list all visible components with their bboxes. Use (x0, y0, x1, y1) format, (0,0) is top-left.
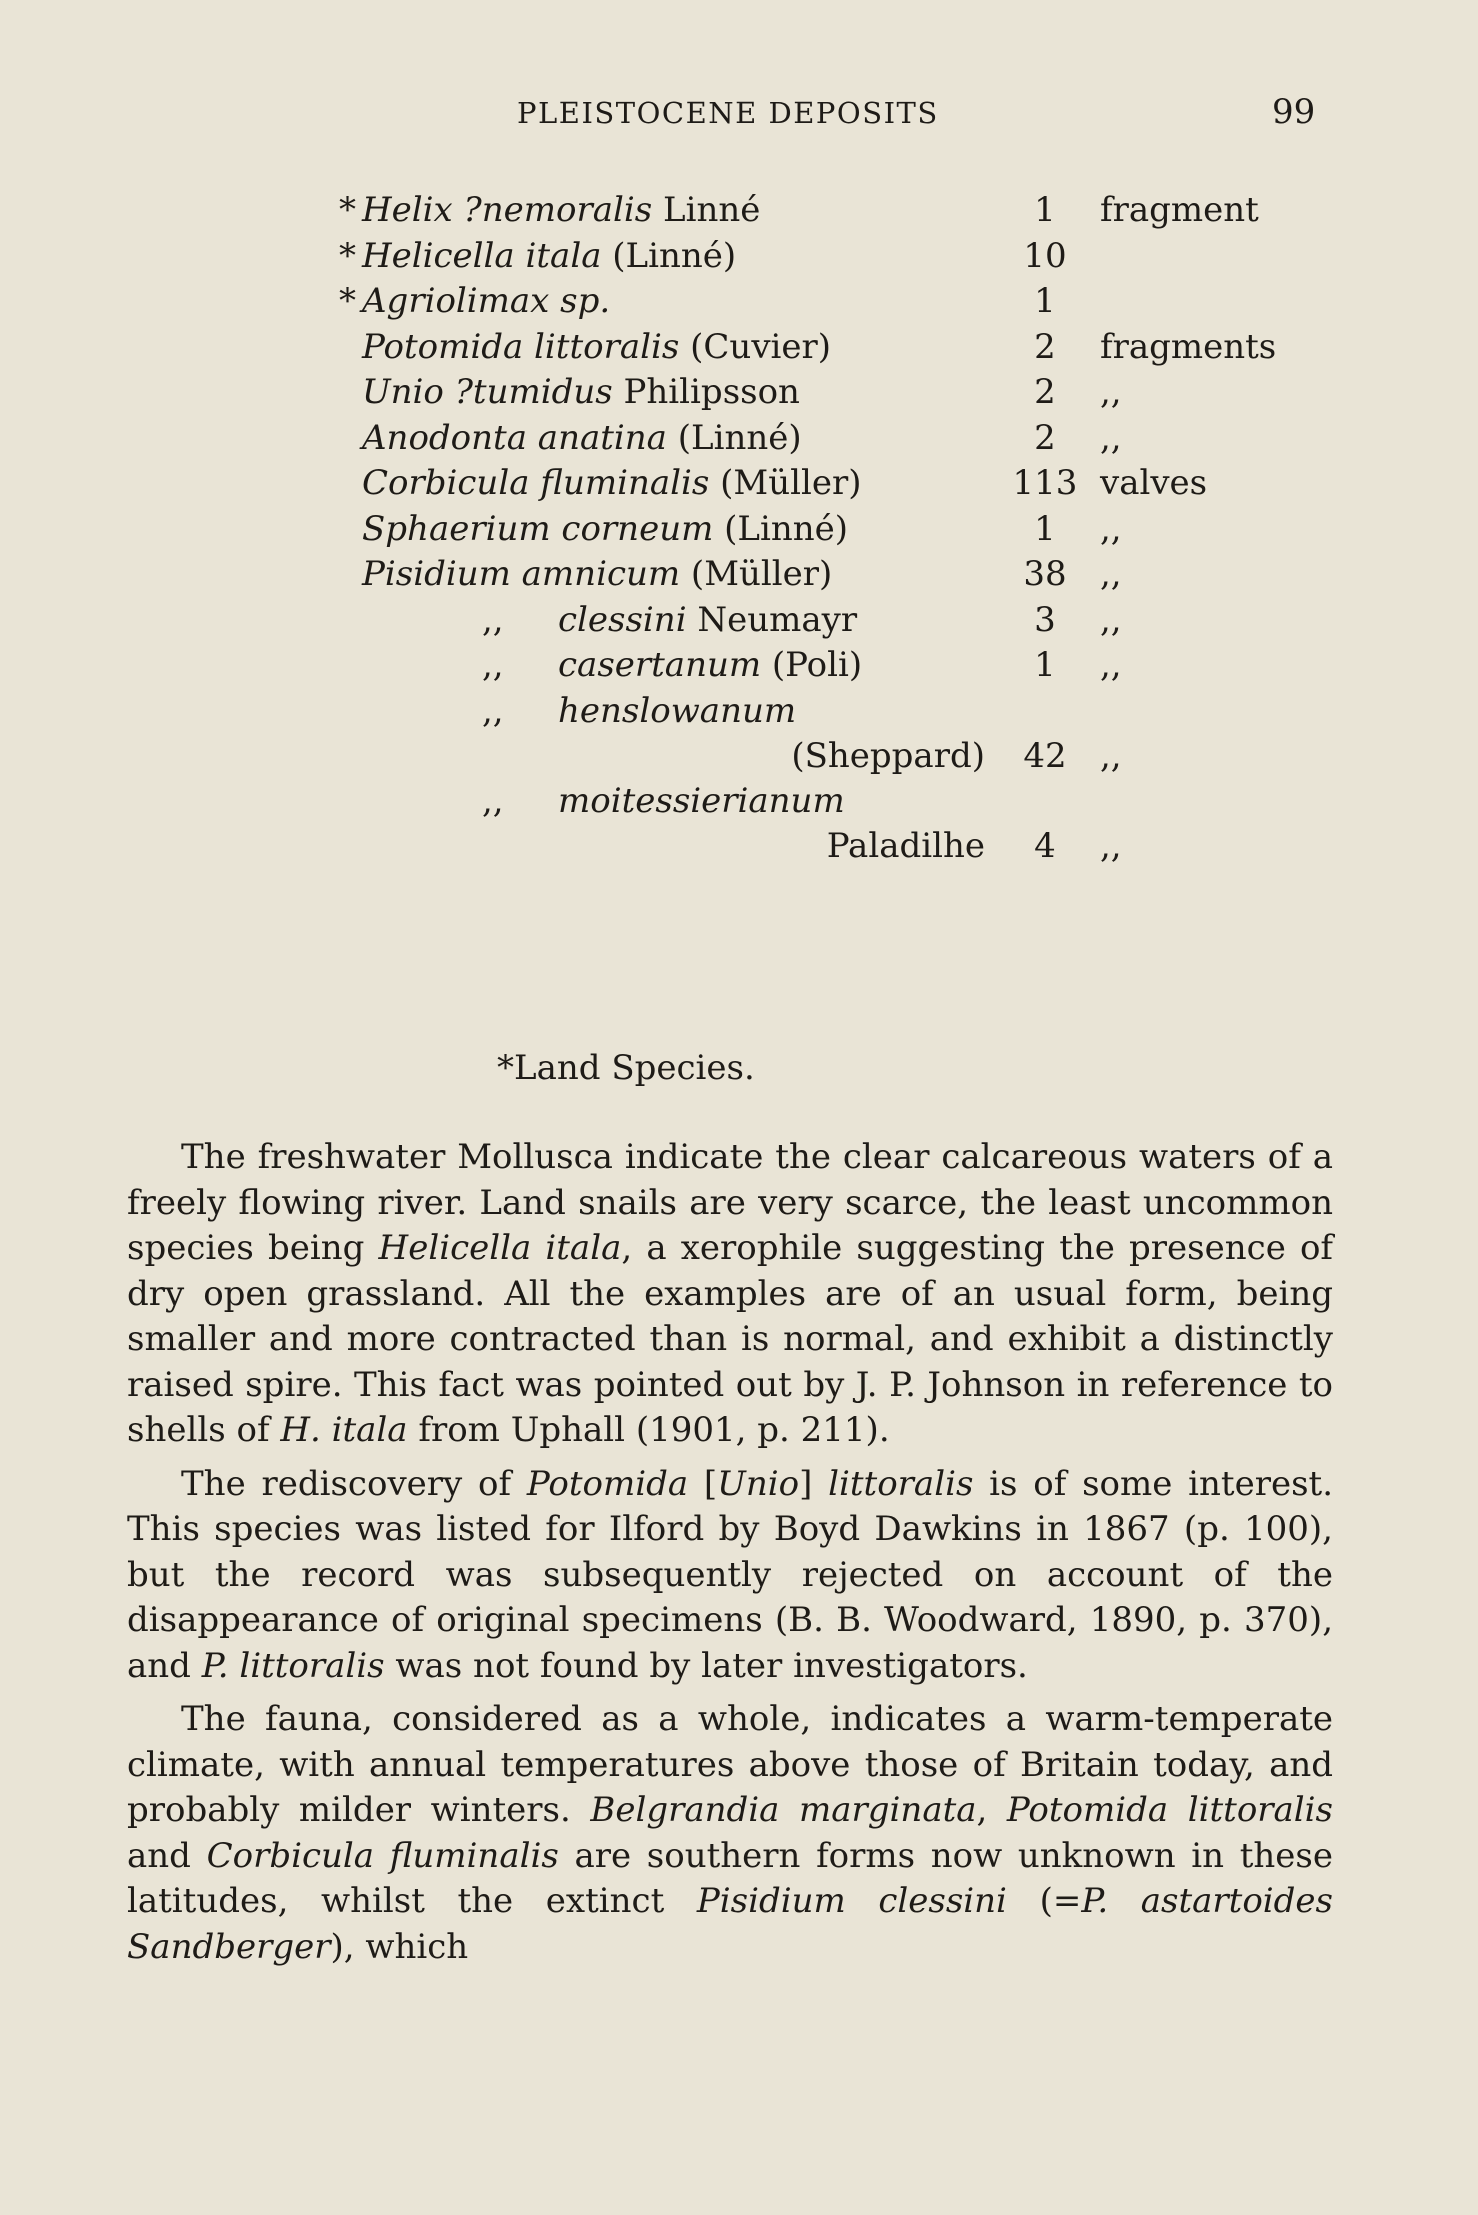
italic-taxon: Helicella itala (378, 1228, 622, 1268)
specimen-unit: ,, (1100, 372, 1122, 412)
species-name: Potomida littoralis (Cuvier) (362, 326, 832, 367)
species-name (362, 279, 610, 324)
species-name: Pisidium amnicum (Müller) (362, 554, 833, 594)
specimen-unit: valves (1100, 463, 1208, 503)
specimen-count: 1 (1034, 281, 1056, 321)
species-row (0, 507, 1478, 553)
species-name: clessini Neumayr (558, 599, 858, 640)
italic-taxon: H. itala (280, 1410, 408, 1450)
italic-taxon: Potomida (526, 1463, 689, 1504)
species-row (0, 370, 1478, 416)
italic-taxon: P. astartoides Sandberger (127, 1881, 1333, 1967)
species-name: Helix ?nemoralis Linné (362, 190, 761, 230)
species-name (558, 689, 796, 734)
species-row (0, 279, 1478, 325)
species-binomial: Potomida littoralis (362, 326, 680, 367)
species-name: Helicella itala (Linné) (362, 235, 737, 276)
italic-taxon: Corbicula fluminalis (206, 1835, 559, 1876)
species-row (0, 325, 1478, 371)
species-binomial: Pisidium amnicum (362, 554, 681, 594)
species-binomial: Helicella itala (362, 235, 602, 276)
italic-taxon: Potomida littoralis (1006, 1790, 1334, 1830)
specimen-count: 113 (1012, 463, 1078, 503)
ditto-mark: ,, (482, 645, 504, 685)
specimen-count: 3 (1034, 599, 1056, 640)
species-row (0, 598, 1478, 644)
page-header (0, 92, 1478, 146)
italic-taxon: littoralis (828, 1463, 974, 1504)
body-text (127, 1135, 1333, 1978)
species-row (0, 234, 1478, 280)
specimen-unit: ,, (1100, 554, 1122, 594)
species-epithet: henslowanum (558, 690, 797, 731)
italic-taxon: Belgrandia marginata (590, 1790, 977, 1830)
ditto-mark: ,, (482, 690, 504, 731)
specimen-unit: ,, (1100, 645, 1122, 685)
ditto-mark: ,, (482, 599, 504, 640)
species-epithet: clessini (558, 599, 687, 640)
land-species-mark: * (339, 281, 356, 321)
species-binomial: Helix ?nemoralis (362, 190, 653, 230)
paragraph: The fauna, considered as a whole, indicates a warm-temperate climate, with annual temperatures above those of Britain today, and probably milder winters. Belgrandia marginata, Potomida littoralis and Corbicula fluminalis are southern forms now unknown in these latitudes, whilst the extinct Pisidium clessini (=P. astartoides Sandberger), which (127, 1699, 1334, 1967)
italic-taxon: Unio (717, 1463, 800, 1504)
species-name: Sphaerium corneum (Linné) (362, 508, 849, 549)
paragraph: The freshwater Mollusca indicate the clear calcareous waters of a freely flowing river. Land snails are very scarce, the least uncommon species being Helicella itala, a xerophile suggesting the presence of dry open grassland. All the examples are of an usual form, being smaller and more contracted than is normal, and exhibit a distinctly raised spire. This fact was pointed out by J. P. Johnson in reference to shells of H. itala from Uphall (1901, p. 211). (127, 1137, 1334, 1450)
species-authority: (Sheppard) (791, 735, 985, 776)
species-binomial: Agriolimax sp. (362, 281, 611, 321)
species-binomial: Corbicula fluminalis (362, 463, 710, 503)
specimen-unit: ,, (1100, 508, 1122, 549)
land-species-mark: * (339, 190, 356, 230)
footnote: *Land Species. (497, 1048, 755, 1088)
species-name: casertanum (Poli) (558, 645, 863, 685)
italic-taxon: Pisidium clessini (696, 1881, 1007, 1921)
page-number: 99 (1272, 92, 1316, 132)
species-name: Corbicula fluminalis (Müller) (362, 463, 862, 503)
specimen-count: 42 (1023, 735, 1067, 776)
species-authority: Paladilhe (826, 825, 985, 866)
species-epithet: casertanum (558, 645, 762, 685)
species-row (0, 779, 1478, 869)
italic-taxon: P. littoralis (201, 1645, 385, 1686)
specimen-count: 2 (1034, 372, 1056, 412)
species-binomial: Sphaerium corneum (362, 508, 714, 549)
species-row (0, 188, 1478, 234)
specimen-count: 2 (1034, 417, 1056, 458)
specimen-count: 1 (1034, 190, 1056, 230)
specimen-count: 10 (1023, 235, 1067, 276)
running-head: PLEISTOCENE DEPOSITS (517, 96, 939, 130)
species-row (0, 552, 1478, 598)
specimen-count: 1 (1034, 645, 1056, 685)
species-binomial: Unio ?tumidus (362, 372, 613, 412)
specimen-count: 38 (1023, 554, 1067, 594)
species-name: Unio ?tumidus Philipsson (362, 372, 800, 412)
species-row (0, 416, 1478, 462)
species-epithet: moitessierianum (558, 780, 845, 821)
paragraph: The rediscovery of Potomida [Unio] littoralis is of some interest. This species was listed for Ilford by Boyd Dawkins in 1867 (p. 100), but the record was subsequently rejected on account of the disappearance of original specimens (B. B. Woodward, 1890, p. 370), and P. littoralis was not found by later investigators. (127, 1463, 1334, 1686)
land-species-mark: * (339, 235, 356, 276)
species-name (558, 779, 845, 824)
specimen-count: 4 (1034, 825, 1056, 866)
species-row (0, 643, 1478, 689)
specimen-count: 2 (1034, 326, 1056, 367)
specimen-unit: ,, (1100, 599, 1122, 640)
species-row (0, 461, 1478, 507)
specimen-unit: fragments (1100, 326, 1277, 367)
specimen-unit: ,, (1100, 417, 1122, 458)
species-name: Anodonta anatina (Linné) (362, 417, 802, 458)
specimen-unit: ,, (1100, 825, 1122, 866)
specimen-unit: fragment (1100, 190, 1259, 230)
specimen-count: 1 (1034, 508, 1056, 549)
species-binomial: Anodonta anatina (362, 417, 667, 458)
species-row (0, 689, 1478, 779)
ditto-mark: ,, (482, 780, 504, 821)
species-list (0, 188, 1478, 869)
specimen-unit: ,, (1100, 735, 1122, 776)
